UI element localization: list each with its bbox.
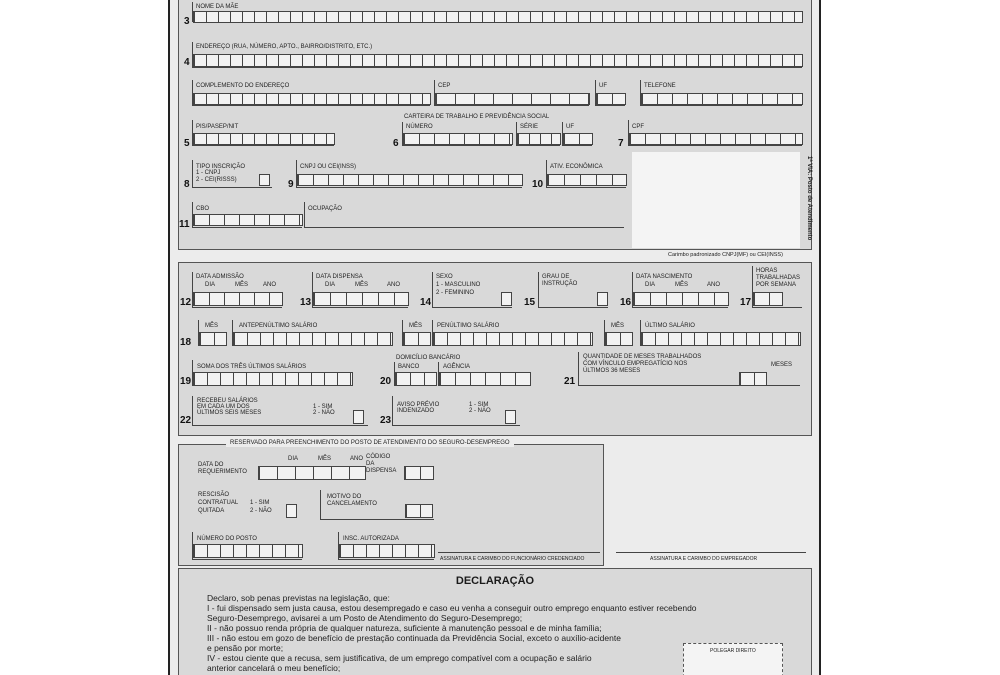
penult-month-field[interactable] [402,320,430,346]
notice-box[interactable] [505,410,516,424]
dismissal-label: DATA DISPENSA [316,274,363,280]
cancel-reason-boxes[interactable] [405,504,433,518]
cnpj-field[interactable] [296,160,522,188]
declaration-intro: Declaro, sob penas previstas na legislação, que: [207,593,390,603]
cancel-reason-field[interactable] [320,490,434,520]
authorized-boxes[interactable] [339,544,435,558]
declaration-line-6: IV - estou ciente que a recusa, sem justificativa, de um emprego compatível com a ocupação e salário [207,653,592,663]
rescission-box[interactable] [286,504,297,518]
declaration-line-5: e pensão por morte; [207,643,284,653]
employer-signature-line[interactable] [616,552,806,553]
months-worked-field[interactable] [578,352,800,386]
inscription-type-box[interactable] [259,174,270,186]
received-salaries-field[interactable] [192,396,368,426]
penult-salary-field[interactable] [432,320,592,346]
declaration-line-1: I - fui dispensado sem justa causa, estou desempregado e caso eu venha a conseguir outro emprego enquanto estiver recebendo [207,603,697,613]
rescission-2: CONTRATUAL [198,500,239,506]
occupation-label: OCUPAÇÃO [308,206,342,212]
field-number-19: 19 [180,376,192,387]
field-number-3: 3 [184,16,190,27]
field-number-23: 23 [380,415,392,426]
penult-month-label: MÊS [409,323,423,329]
cancel-1: MOTIVO DO [327,494,362,500]
request-day-label: DIA [288,456,299,462]
last-month-label: MÊS [611,323,625,329]
complement-boxes[interactable] [193,93,431,105]
dismissal-month-label: MÊS [355,282,369,288]
admission-label: DATA ADMISSÃO [196,274,244,280]
ctps-series-boxes[interactable] [517,133,561,145]
cbo-label: CBO [196,206,210,212]
field-number-13: 13 [300,297,312,308]
rescission-no: 2 - NÃO [250,508,272,514]
dismissal-date-boxes[interactable] [313,292,409,306]
cnpj-boxes[interactable] [297,174,523,186]
received-yes: 1 - SIM [313,404,333,410]
address-boxes[interactable] [193,54,803,67]
cep-label: CEP [438,83,451,89]
notice-2: INDENIZADO [397,408,435,414]
birth-date-field[interactable] [632,272,728,308]
cnpj-label: CNPJ OU CEI(INSS) [300,164,357,170]
admission-date-boxes[interactable] [193,292,283,306]
agency-boxes[interactable] [439,372,531,386]
declaration-line-4: III - não estou em gozo de benefício de prestação continuada da Previdência Social, exceto o auxílio-acidente [207,633,621,643]
ctps-number-boxes[interactable] [403,133,513,145]
field-number-21: 21 [564,376,576,387]
sex-opt2: 2 - FEMININO [436,290,475,296]
last-month-field[interactable] [604,320,632,346]
declaration-line-2: Seguro-Desemprego, avisarei a um Posto de Atendimento do Seguro-Desemprego; [207,613,523,623]
authorized-label: INSC. AUTORIZADA [343,536,399,542]
cpf-field[interactable] [628,120,802,146]
ctps-label: CARTEIRA DE TRABALHO E PREVIDÊNCIA SOCIAL [404,114,550,120]
weekly-hours-field[interactable] [752,266,802,308]
months-worked-boxes[interactable] [739,372,767,386]
request-date-boxes[interactable] [258,466,366,480]
field-number-4: 4 [184,57,190,68]
activity-field[interactable] [546,160,626,188]
complement-label: COMPLEMENTO DO ENDEREÇO [196,83,290,89]
employer-signature-label: ASSINATURA E CARIMBO DO EMPREGADOR [650,556,758,562]
mother-name-field[interactable] [192,2,802,22]
thumbprint-box[interactable] [683,643,783,675]
sex-box[interactable] [501,292,512,306]
admission-day-label: DIA [205,282,216,288]
side-via-text: 1ª VIA: Posto de Atendimento [806,156,812,241]
field-number-7: 7 [618,138,624,149]
field-number-9: 9 [288,179,294,190]
notice-yes: 1 - SIM [469,402,489,408]
field-number-10: 10 [532,179,544,190]
notice-no: 2 - NÃO [469,408,491,414]
cbo-field[interactable] [192,202,302,228]
dismissal-code-2: DA [366,461,375,467]
sex-label: SEXO [436,274,453,280]
official-signature-label: ASSINATURA E CARIMBO DO FUNCIONÁRIO CREDENCIADO [440,556,585,562]
declaration-line-3: II - não possuo renda própria de qualquer natureza, suficiente à manutenção pessoal e de minha família; [207,623,602,633]
cpf-label: CPF [632,124,644,130]
rescission-yes: 1 - SIM [250,500,270,506]
pis-boxes[interactable] [193,133,335,145]
last-salary-field[interactable] [640,320,800,346]
received-no: 2 - NÃO [313,410,335,416]
education-field[interactable] [538,272,608,308]
dismissal-year-label: ANO [387,282,401,288]
birth-date-boxes[interactable] [633,292,729,306]
field-number-22: 22 [180,415,192,426]
uf-label: UF [599,83,607,89]
ctps-series-label: SÉRIE [520,124,539,130]
dismissal-day-label: DIA [325,282,336,288]
months-worked-2: COM VÍNCULO EMPREGATÍCIO NOS [583,361,688,367]
rescission-3: QUITADA [198,508,225,514]
received-box[interactable] [353,410,364,424]
sum-salaries-boxes[interactable] [193,372,353,386]
field-number-12: 12 [180,297,192,308]
received-2: EM CADA UM DOS [197,404,250,410]
birth-label: DATA NASCIMENTO [636,274,693,280]
declaration-title: DECLARAÇÃO [455,575,535,587]
field-number-11: 11 [179,219,190,230]
field-number-15: 15 [524,297,536,308]
complement-field[interactable] [192,80,430,106]
notice-field[interactable] [392,396,520,426]
declaration-line-7: anterior cancelará o meu benefício; [207,663,341,673]
thumb-label: POLEGAR DIREITO [710,648,756,654]
field-number-17: 17 [740,297,752,308]
birth-year-label: ANO [707,282,721,288]
months-worked-1: QUANTIDADE DE MESES TRABALHADOS [583,354,702,360]
activity-label: ATIV. ECONÔMICA [550,164,603,170]
birth-day-label: DIA [645,282,656,288]
address-field[interactable] [192,42,802,68]
form-page [168,0,821,675]
education-box[interactable] [597,292,608,306]
request-date-2: REQUERIMENTO [198,469,247,475]
cep-boxes[interactable] [435,93,590,105]
mother-name-boxes[interactable] [193,11,803,23]
received-3: ÚLTIMOS SEIS MESES [197,410,262,416]
pis-label: PIS/PASEP/NIT [196,124,239,130]
reserved-title: RESERVADO PARA PREENCHIMENTO DO POSTO DE ATENDIMENTO DO SEGURO-DESEMPREGO [226,440,514,447]
field-number-14: 14 [420,297,432,308]
months-worked-3: ÚLTIMOS 36 MESES [583,368,641,374]
antepenult-month-label: MÊS [205,323,219,329]
agency-label: AGÊNCIA [443,364,471,370]
ctps-uf-boxes[interactable] [563,133,593,145]
activity-boxes[interactable] [547,174,627,186]
admission-year-label: ANO [263,282,277,288]
admission-month-label: MÊS [235,282,249,288]
post-number-boxes[interactable] [193,544,303,558]
penult-salary-label: PENÚLTIMO SALÁRIO [437,323,500,329]
dismissal-code-1: CÓDIGO [366,454,391,460]
uf-field[interactable] [595,80,625,106]
dismissal-code-field[interactable] [364,452,436,482]
post-number-label: NÚMERO DO POSTO [197,536,257,542]
pis-field[interactable] [192,120,334,146]
field-number-16: 16 [620,297,632,308]
sex-opt1: 1 - MASCULINO [436,282,481,288]
phone-field[interactable] [640,80,802,106]
admission-date-field[interactable] [192,272,282,308]
field-number-18: 18 [180,337,192,348]
sum-salaries-field[interactable] [192,360,352,386]
ctps-uf-label: UF [566,124,574,130]
uf-boxes[interactable] [596,93,626,105]
inscription-opt1: 1 - CNPJ [196,170,221,176]
notice-1: AVISO PRÉVIO [397,402,440,408]
education-label: GRAU DE INSTRUÇÃO [542,274,578,287]
occupation-field[interactable] [304,202,624,228]
post-number-field[interactable] [192,532,302,560]
request-date-1: DATA DO [198,462,224,468]
dismissal-code-3: DISPENSA [366,468,397,474]
penult-month-boxes[interactable] [403,332,431,346]
antepenult-month-field[interactable] [198,320,226,346]
inscription-type-label: TIPO INSCRIÇÃO [196,164,246,170]
sex-field[interactable] [432,272,512,308]
sum-salaries-label: SOMA DOS TRÊS ÚLTIMOS SALÁRIOS [197,364,307,370]
request-date-field[interactable] [192,454,364,482]
cep-field[interactable] [434,80,589,106]
ctps-uf-field[interactable] [562,122,592,146]
field-number-8: 8 [184,179,190,190]
mother-name-label: NOME DA MÃE [196,4,239,10]
agency-field[interactable] [438,362,530,386]
bank-boxes[interactable] [395,372,437,386]
hours-label-2: TRABALHADAS [756,275,801,281]
phone-label: TELEFONE [644,83,676,89]
hours-label-3: POR SEMANA [756,282,797,288]
phone-boxes[interactable] [641,93,803,105]
stamp-caption: Carimbo padronizado CNPJ(MF) ou CEI(INSS) [668,252,783,258]
months-label: MESES [771,362,793,368]
received-1: RECEBEU SALÁRIOS [197,398,258,404]
field-number-5: 5 [184,138,190,149]
cbo-boxes[interactable] [193,214,303,226]
last-salary-boxes[interactable] [641,332,801,346]
penult-salary-boxes[interactable] [433,332,593,346]
address-label: ENDEREÇO (RUA, NÚMERO, APTO., BAIRRO/DISTRITO, ETC.) [196,44,373,50]
bank-field[interactable] [394,362,436,386]
dismissal-date-field[interactable] [312,272,408,308]
antepenult-salary-boxes[interactable] [233,332,393,346]
antepenult-salary-label: ANTEPENÚLTIMO SALÁRIO [239,323,318,329]
bank-sub-label: BANCO [398,364,420,370]
authorized-field[interactable] [338,532,434,560]
antepenult-month-boxes[interactable] [199,332,227,346]
ctps-series-field[interactable] [516,122,560,146]
hours-label-1: HORAS [756,268,778,274]
last-salary-label: ÚLTIMO SALÁRIO [645,323,695,329]
cpf-boxes[interactable] [629,133,803,145]
official-signature-line[interactable] [438,552,600,553]
weekly-hours-boxes[interactable] [753,292,783,306]
request-year-label: ANO [350,456,364,462]
declaration-panel [178,568,812,675]
last-month-boxes[interactable] [605,332,633,346]
employer-stamp-area[interactable] [632,152,800,248]
birth-month-label: MÊS [675,282,689,288]
inscription-type-field[interactable] [192,160,272,188]
ctps-number-field[interactable] [402,122,512,146]
rescission-field[interactable] [192,490,306,520]
ctps-number-label: NÚMERO [406,124,433,130]
request-month-label: MÊS [318,456,332,462]
field-number-6: 6 [393,138,399,149]
cancel-2: CANCELAMENTO [327,501,377,507]
inscription-opt2: 2 - CEI(RISSS) [196,177,237,183]
rescission-1: RESCISÃO [198,492,230,498]
dismissal-code-boxes[interactable] [404,466,434,480]
antepenult-salary-field[interactable] [232,320,392,346]
bank-label: DOMICÍLIO BANCÁRIO [396,355,461,361]
field-number-20: 20 [380,376,392,387]
